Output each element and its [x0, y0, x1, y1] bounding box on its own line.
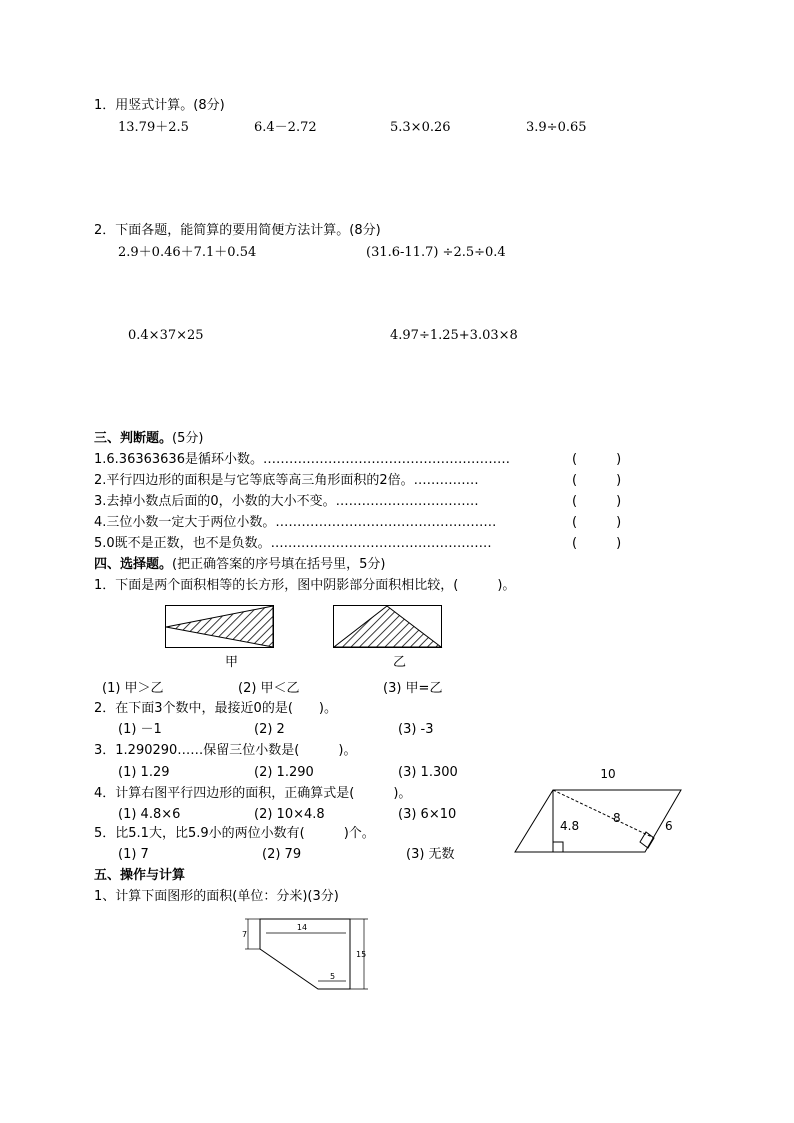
- choice-q3-opt-1: (1) 1.29: [118, 765, 170, 780]
- choice-q3-opt-2: (2) 1.290: [254, 765, 314, 780]
- trap-label-top: 14: [296, 923, 308, 932]
- para-label-height: 4.8: [560, 819, 580, 833]
- choice-q4-opt-3: (3) 6×10: [398, 807, 457, 822]
- trapezoid-figure: [236, 915, 376, 995]
- trap-label-right: 15: [356, 950, 367, 959]
- rectangle-a-figure: [165, 605, 275, 649]
- choice-q4-text: 4．计算右图平行四边形的面积，正确算式是( )。: [94, 786, 412, 801]
- judge-item-5: 5.0既不是正数，也不是负数。……………………………………………: [94, 536, 492, 551]
- choice-q5-opt-3: (3) 无数: [406, 847, 455, 862]
- label-jia: 甲: [225, 655, 239, 670]
- judge-item-1: 1.6.36363636是循环小数。…………………………………………………: [94, 452, 510, 467]
- judge-item-4: 4.三位小数一定大于两位小数。……………………………………………: [94, 515, 497, 530]
- choice-q5-opt-1: (1) 7: [118, 847, 149, 862]
- q1-item-2: 6.4－2.72: [254, 120, 317, 135]
- q1-item-4: 3.9÷0.65: [526, 120, 587, 135]
- judge-item-3: 3.去掉小数点后面的0，小数的大小不变。……………………………: [94, 494, 479, 509]
- choice-q1-opt-1: (1) 甲＞乙: [102, 681, 164, 696]
- section3-heading: 三、判断题。: [94, 431, 173, 446]
- para-label-top: 10: [600, 767, 616, 781]
- trap-label-left: 7: [242, 930, 248, 939]
- choice-q4-opt-2: (2) 10×4.8: [254, 807, 325, 822]
- judge-bracket-1[interactable]: ( ): [572, 452, 622, 467]
- choice-q4-opt-1: (1) 4.8×6: [118, 807, 181, 822]
- q2-item-3: 0.4×37×25: [128, 328, 204, 343]
- para-label-side: 6: [665, 819, 673, 833]
- section4-header: [94, 557, 385, 573]
- section3-score: (5分): [172, 431, 204, 446]
- label-yi: 乙: [393, 655, 407, 670]
- choice-q2-opt-2: (2) 2: [254, 722, 285, 737]
- rectangle-b-figure: [333, 605, 443, 649]
- choice-q5-opt-2: (2) 79: [262, 847, 302, 862]
- q1-title: 1．用竖式计算。(8分): [94, 98, 225, 113]
- section4-note: (把正确答案的序号填在括号里，5分): [172, 557, 386, 572]
- choice-q3-opt-3: (3) 1.300: [398, 765, 458, 780]
- trap-label-bottom: 5: [330, 972, 336, 981]
- q2-item-4: 4.97÷1.25+3.03×8: [390, 328, 518, 343]
- choice-q2-opt-3: (3) -3: [398, 722, 434, 737]
- q1-item-1: 13.79＋2.5: [118, 120, 189, 135]
- q1-item-3: 5.3×0.26: [390, 120, 451, 135]
- choice-q1-opt-2: (2) 甲＜乙: [238, 681, 300, 696]
- section3-header: [94, 431, 203, 447]
- judge-bracket-3[interactable]: ( ): [572, 494, 622, 509]
- parallelogram-figure: [505, 764, 695, 860]
- section5-q1: 1、计算下面图形的面积(单位：分米)(3分): [94, 889, 339, 904]
- judge-bracket-2[interactable]: ( ): [572, 473, 622, 488]
- choice-q1-opt-3: (3) 甲=乙: [383, 681, 443, 696]
- judge-bracket-5[interactable]: ( ): [572, 536, 622, 551]
- para-label-diag: 8: [613, 811, 621, 825]
- choice-q3-text: 3．1.290290……保留三位小数是( )。: [94, 743, 357, 758]
- judge-bracket-4[interactable]: ( ): [572, 515, 622, 530]
- choice-q2-opt-1: (1) －1: [118, 722, 162, 737]
- section4-heading: 四、选择题。: [94, 557, 173, 572]
- q2-item-1: 2.9＋0.46＋7.1＋0.54: [118, 245, 257, 260]
- choice-q5-text: 5．比5.1大，比5.9小的两位小数有( )个。: [94, 826, 375, 841]
- q2-item-2: (31.6-11.7) ÷2.5÷0.4: [366, 245, 506, 260]
- section5-heading: 五、操作与计算: [94, 868, 186, 883]
- judge-item-2: 2.平行四边形的面积是与它等底等高三角形面积的2倍。……………: [94, 473, 479, 488]
- choice-q2-text: 2．在下面3个数中，最接近0的是( )。: [94, 701, 337, 716]
- q2-title: 2．下面各题，能简算的要用简便方法计算。(8分): [94, 223, 381, 238]
- choice-q1-text: 1．下面是两个面积相等的长方形，图中阴影部分面积相比较，( )。: [94, 578, 516, 593]
